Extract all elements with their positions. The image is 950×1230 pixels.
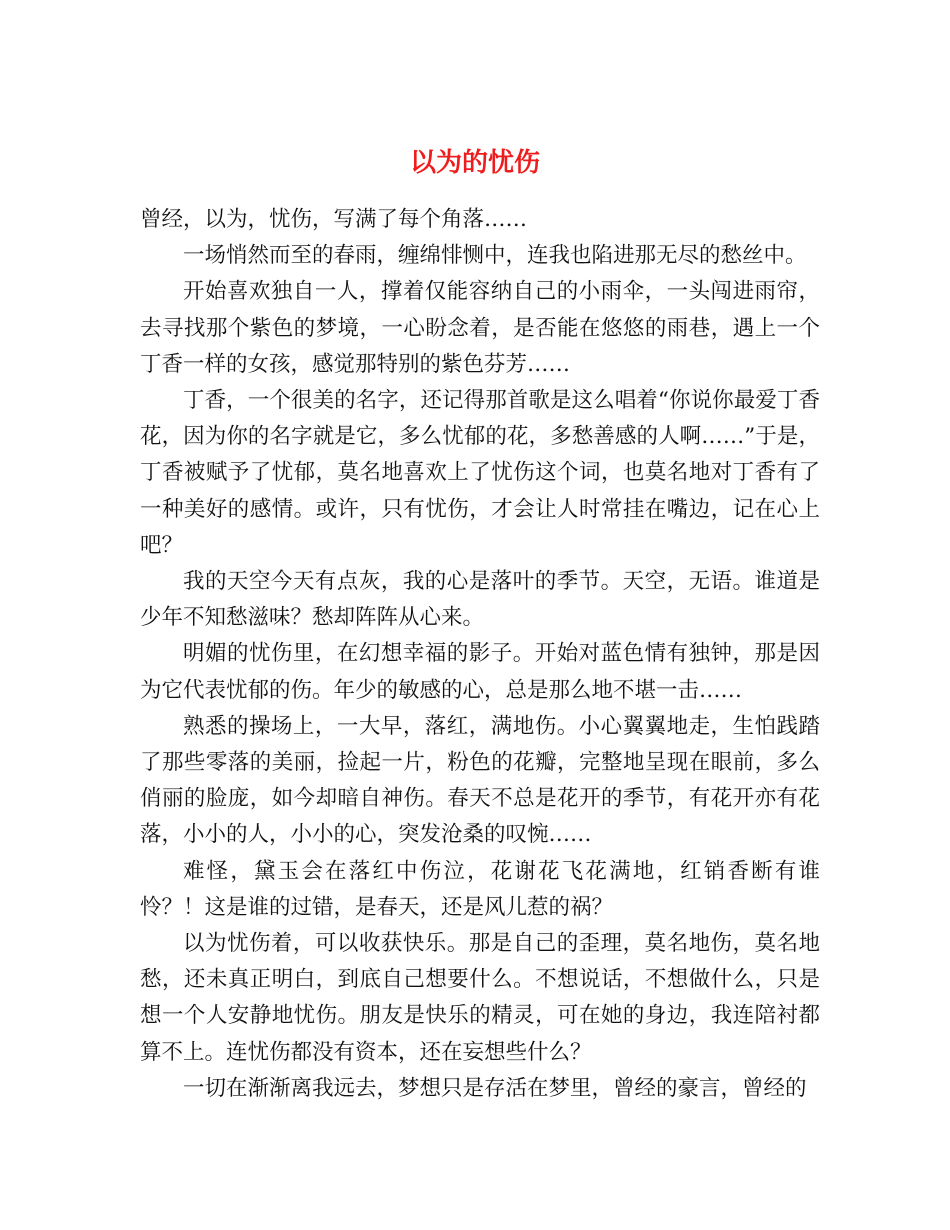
paragraph-10: 一切在渐渐离我远去，梦想只是存活在梦里，曾经的豪言，曾经的 (183, 1075, 807, 1101)
paragraph-5: 我的天空今天有点灰，我的心是落叶的季节。天空，无语。谁道是少年不知愁滋味？愁却阵阵从心来。 (140, 569, 820, 631)
paragraph-3: 开始喜欢独自一人，撑着仅能容纳自己的小雨伞，一头闯进雨帘，去寻找那个紫色的梦境，一心盼念着，是否能在悠悠的雨巷，遇上一个丁香一样的女孩，感觉那特别的紫色芬芳…… (140, 279, 820, 377)
paragraph-7: 熟悉的操场上，一大早，落红，满地伤。小心翼翼地走，生怕践踏了那些零落的美丽，捡起一片，粉色的花瓣，完整地呈现在眼前，多么俏丽的脸庞，如今却暗自神伤。春天不总是花开的季节，有花开亦有花落，小小的人，小小的心，突发沧桑的叹惋…… (140, 713, 820, 848)
paragraph-6: 明媚的忧伤里，在幻想幸福的影子。开始对蓝色情有独钟，那是因为它代表忧郁的伤。年少的敏感的心，总是那么地不堪一击…… (140, 641, 820, 703)
paragraph-4: 丁香，一个很美的名字，还记得那首歌是这么唱着“你说你最爱丁香花，因为你的名字就是它，多么忧郁的花，多愁善感的人啊……”于是，丁香被赋予了忧郁，莫名地喜欢上了忧伤这个词，也莫名地对丁香有了一种美好的感情。或许，只有忧伤，才会让人时常挂在嘴边，记在心上吧？ (140, 388, 820, 558)
document-body (140, 202, 820, 1107)
paragraph-9: 以为忧伤着，可以收获快乐。那是自己的歪理，莫名地伤，莫名地愁，还未真正明白，到底自己想要什么。不想说话，不想做什么，只是想一个人安静地忧伤。朋友是快乐的精灵，可在她的身边，我连陪衬都算不上。连忧伤都没有资本，还在妄想些什么？ (140, 931, 820, 1065)
paragraph-1: 曾经，以为，忧伤，写满了每个角落…… (140, 207, 528, 232)
paragraph-2: 一场悄然而至的春雨，缠绵悱恻中，连我也陷进那无尽的愁丝中。 (183, 243, 807, 269)
paragraph-8: 难怪，黛玉会在落红中伤泣，花谢花飞花满地，红销香断有谁怜？！这是谁的过错，是春天，还是风儿惹的祸？ (140, 858, 820, 920)
document-title: 以为的忧伤 (409, 148, 540, 179)
